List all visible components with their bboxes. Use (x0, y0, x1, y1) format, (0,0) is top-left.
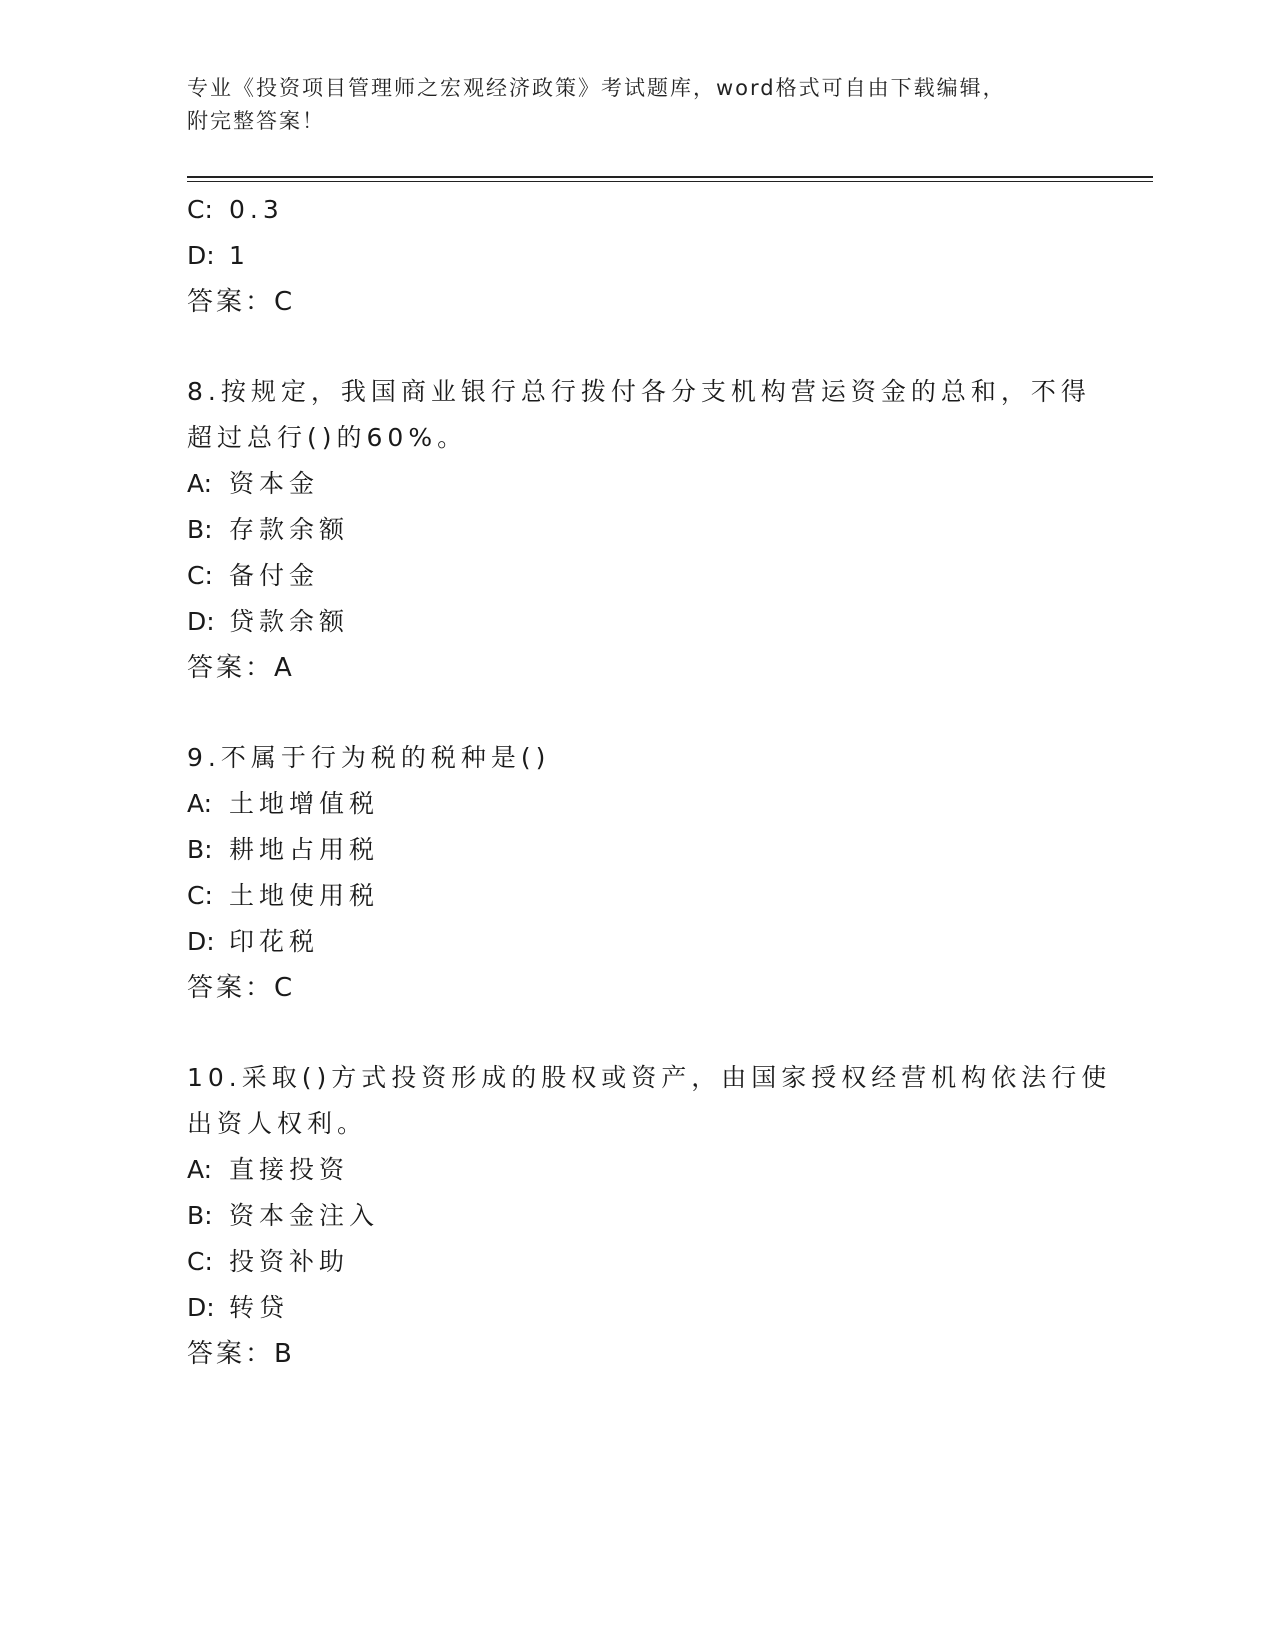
question-stem: 9.不属于行为税的税种是() (187, 743, 551, 772)
option-label: A: (187, 469, 213, 498)
option-label: B: (187, 835, 213, 864)
option-label: C: (187, 1247, 213, 1276)
question-8 (187, 369, 1091, 691)
option-text: 耕地占用税 (229, 835, 380, 864)
option-text: 存款余额 (229, 515, 350, 544)
question-stem: 8.按规定，我国商业银行总行拨付各分支机构营运资金的总和，不得 (187, 377, 1091, 406)
spacer (187, 691, 1087, 735)
spacer (187, 325, 1087, 369)
option-text: 投资补助 (229, 1247, 350, 1276)
option-c (187, 873, 1087, 919)
option-text: 直接投资 (229, 1155, 350, 1184)
option-label: A: (187, 1155, 213, 1184)
option-d (187, 919, 1087, 965)
option-text: 印花税 (229, 927, 320, 956)
question-10 (187, 1055, 1112, 1377)
spacer (187, 1011, 1087, 1055)
document-body (187, 187, 1112, 1377)
option-c (187, 187, 1087, 233)
answer-line: 答案：B (187, 1339, 295, 1369)
option-text: 资本金注入 (229, 1201, 380, 1230)
option-a (187, 461, 1087, 507)
option-d (187, 1285, 1087, 1331)
header-divider (187, 176, 1153, 182)
option-d (187, 233, 1087, 279)
option-text: 贷款余额 (229, 607, 350, 636)
question-stem: 10.采取()方式投资形成的股权或资产，由国家授权经营机构依法行使 (187, 1063, 1112, 1092)
answer-line: 答案：C (187, 287, 296, 317)
question-9 (187, 735, 1087, 1011)
answer-line: 答案：C (187, 973, 296, 1003)
option-b (187, 1193, 1087, 1239)
option-text: 资本金 (229, 469, 320, 498)
option-label: D: (187, 607, 215, 636)
option-a (187, 781, 1087, 827)
option-label: C: (187, 561, 213, 590)
option-label: D: (187, 1293, 215, 1322)
option-label: A: (187, 789, 213, 818)
question-continued (187, 187, 1087, 325)
question-stem-cont: 出资人权利。 (187, 1109, 368, 1138)
option-a (187, 1147, 1087, 1193)
option-text: 土地增值税 (229, 789, 380, 818)
option-c (187, 553, 1087, 599)
option-label: B: (187, 515, 213, 544)
option-c (187, 1239, 1087, 1285)
option-text: 转贷 (229, 1293, 290, 1322)
document-header (187, 72, 1087, 138)
question-stem-cont: 超过总行()的60%。 (187, 423, 468, 452)
option-d (187, 599, 1087, 645)
option-label: B: (187, 1201, 213, 1230)
header-line-1: 专业《投资项目管理师之宏观经济政策》考试题库，word格式可自由下载编辑， (187, 76, 1006, 100)
answer-line: 答案：A (187, 653, 295, 683)
option-text: 备付金 (229, 561, 320, 590)
header-line-2: 附完整答案！ (187, 109, 325, 133)
option-label: D: (187, 241, 215, 270)
option-label: D: (187, 927, 215, 956)
option-text: 0.3 (229, 195, 284, 224)
option-text: 1 (229, 241, 250, 270)
option-b (187, 507, 1087, 553)
option-b (187, 827, 1087, 873)
option-label: C: (187, 195, 213, 224)
option-text: 土地使用税 (229, 881, 380, 910)
option-label: C: (187, 881, 213, 910)
